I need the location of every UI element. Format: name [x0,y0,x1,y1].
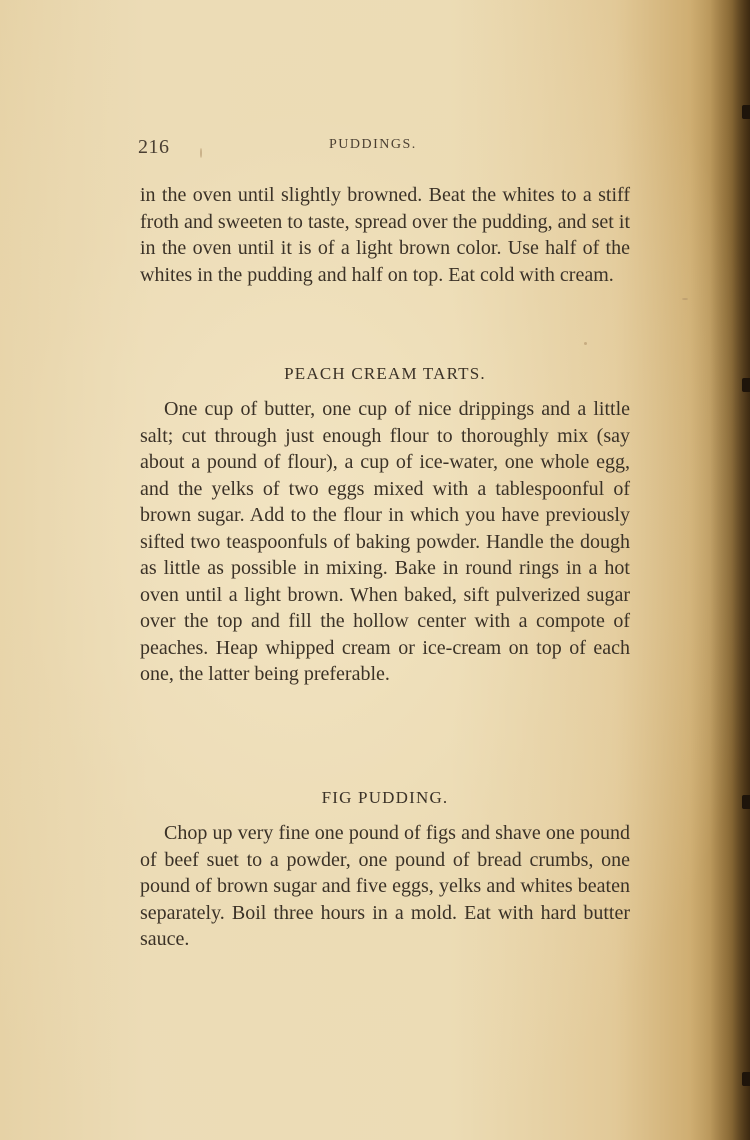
recipe-body: One cup of butter, one cup of nice drippings and a little salt; cut through just enough flour to thoroughly mix (say about a pound of flour), a cup of ice-water, one whole egg, and the yelks of two eggs mixed with a tablespoonful of brown sugar. Add to the flour in which you have previously sifted two teaspoonfuls of baking powder. Handle the dough as little as possible in mixing. Bake in round rings in a hot oven until a light brown. When baked, sift pulverized sugar over the top and fill the hollow center with a compote of peaches. Heap whipped cream or ice-cream on top of each one, the latter being preferable. [140,398,630,685]
paper-speck [682,298,688,300]
paper-speck [584,342,587,345]
page-header [138,132,608,162]
section-heading: PEACH CREAM TARTS. [284,364,486,383]
recipe-body: Chop up very fine one pound of figs and shave one pound of beef suet to a powder, one pound of bread crumbs, one pound of brown sugar and five eggs, yelks and whites beaten separately. Boil three hours in a mold. Eat with hard butter sauce. [140,822,630,950]
continuation-text: in the oven until slightly browned. Beat the whites to a stiff froth and sweeten to taste, spread over the pudding, and set it in the oven until it is of a light brown color. Use half of the whites in the pudding and half on top. Eat cold with cream. [140,184,630,286]
binding-mark [742,795,750,809]
binding-mark [742,105,750,119]
running-head: PUDDINGS. [329,137,417,152]
continuation-paragraph [140,182,630,288]
page-spine-shadow [710,0,750,1140]
recipe-paragraph [140,820,630,953]
binding-mark [742,1072,750,1086]
page-number: 216 [138,136,170,158]
section-heading: FIG PUDDING. [321,788,449,807]
binding-mark [742,378,750,392]
recipe-paragraph [140,396,630,688]
